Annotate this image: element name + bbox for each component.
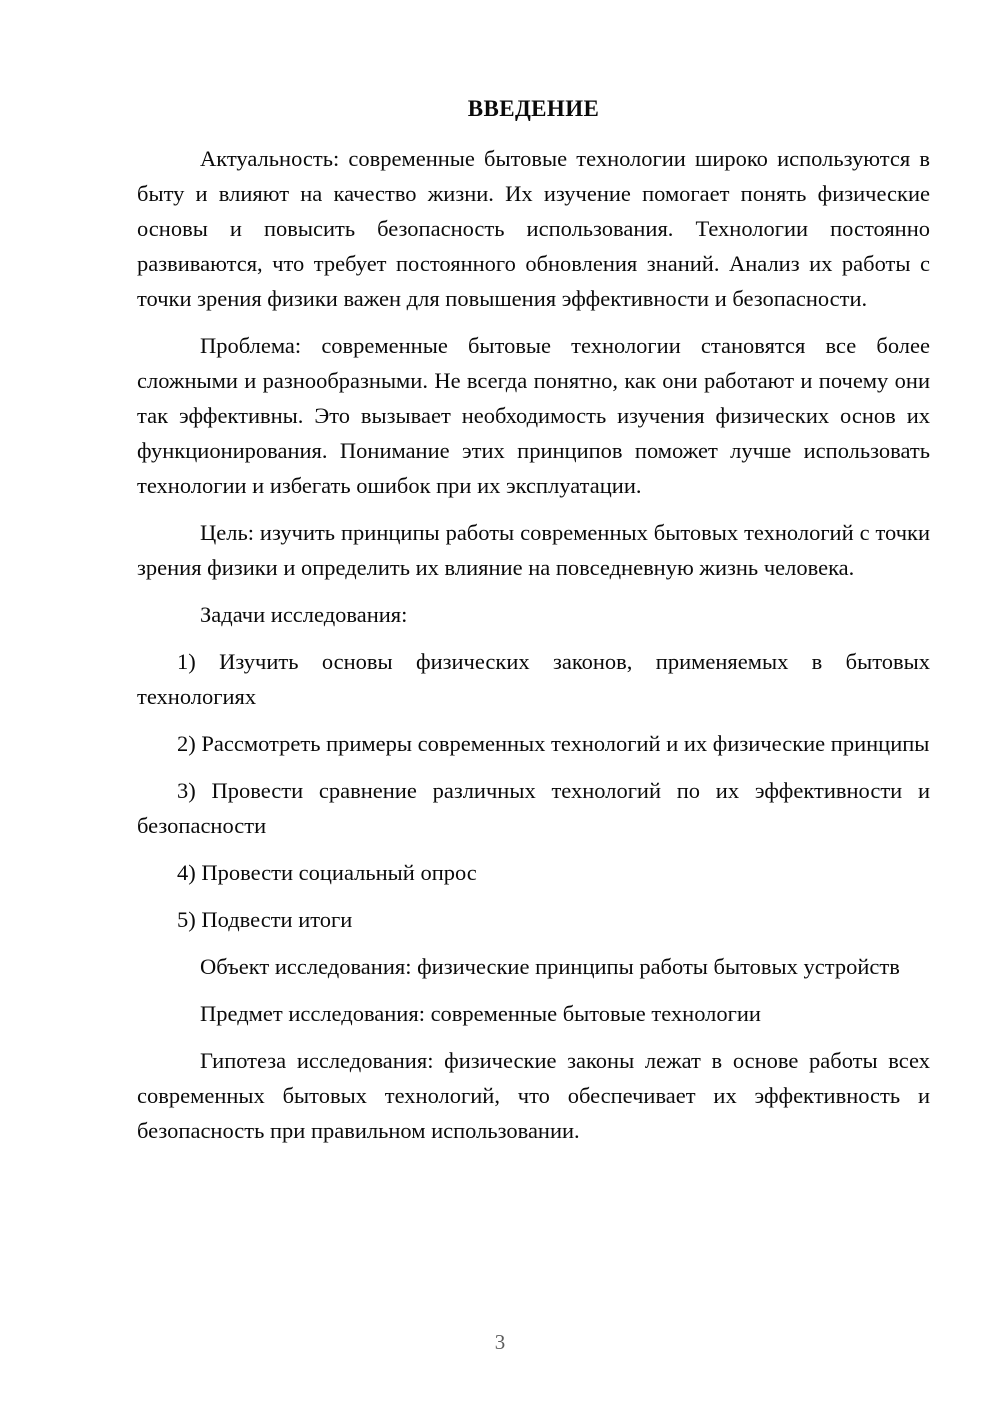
page-content xyxy=(137,0,930,1148)
paragraph-object: Объект исследования: физические принципы работы бытовых устройств xyxy=(200,954,900,979)
paragraph-hypothesis: Гипотеза исследования: физические законы лежат в основе работы всех современных бытовых технологий, что обеспечивает их эффективность и безопасность при правильном использовании. xyxy=(137,1048,930,1143)
paragraph-relevance: Актуальность: современные бытовые технологии широко используются в быту и влияют на качество жизни. Их изучение помогает понять физические основы и повысить безопасность использования. Технологии постоянно развиваются, что требует постоянного обновления знаний. Анализ их работы с точки зрения физики важен для повышения эффективности и безопасности. xyxy=(137,146,930,311)
list-item: 5) Подвести итоги xyxy=(177,907,353,932)
page-title: ВВЕДЕНИЕ xyxy=(467,96,600,121)
list-item: 1) Изучить основы физических законов, применяемых в бытовых технологиях xyxy=(137,649,930,709)
list-item: 2) Рассмотреть примеры современных технологий и их физические принципы xyxy=(177,731,930,756)
paragraph-goal: Цель: изучить принципы работы современных бытовых технологий с точки зрения физики и определить их влияние на повседневную жизнь человека. xyxy=(137,520,930,580)
page-number: 3 xyxy=(494,1330,506,1354)
paragraph-tasks-heading: Задачи исследования: xyxy=(200,602,408,627)
paragraph-problem: Проблема: современные бытовые технологии становятся все более сложными и разнообразными. Не всегда понятно, как они работают и почему они так эффективны. Это вызывает необходимость изучения физических основ их функционирования. Понимание этих принципов поможет лучше использовать технологии и избегать ошибок при их эксплуатации. xyxy=(137,333,930,498)
paragraph-subject: Предмет исследования: современные бытовые технологии xyxy=(200,1001,761,1026)
list-item: 4) Провести социальный опрос xyxy=(177,860,477,885)
list-item: 3) Провести сравнение различных технологий по их эффективности и безопасности xyxy=(137,778,930,838)
